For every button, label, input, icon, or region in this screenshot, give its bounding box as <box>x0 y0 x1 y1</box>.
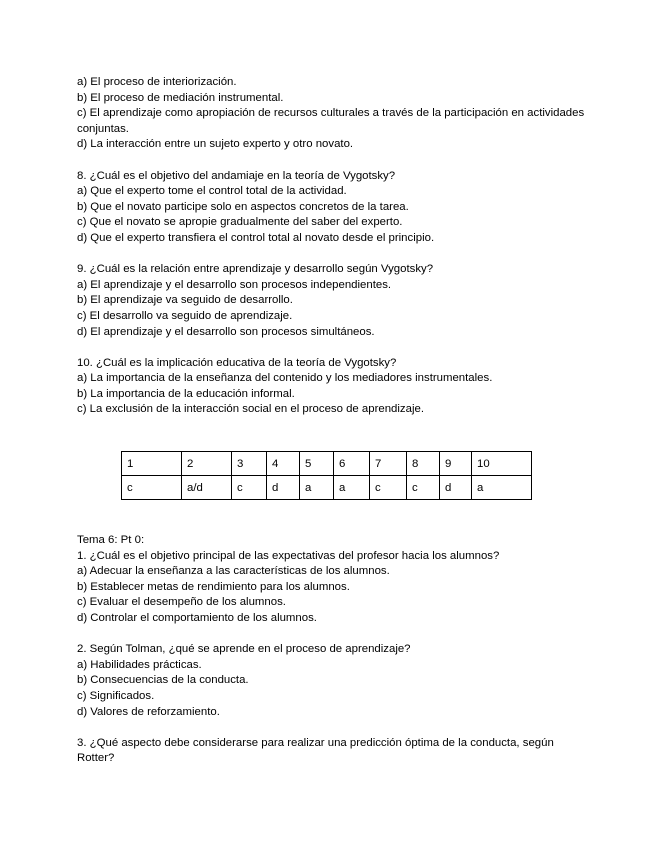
table-cell: a <box>472 476 532 500</box>
table-cell: d <box>440 476 472 500</box>
option: b) La importancia de la educación informal. <box>77 387 295 400</box>
option: b) El aprendizaje va seguido de desarrollo. <box>77 294 293 307</box>
table-cell: a/d <box>182 476 232 500</box>
answer-table <box>121 451 532 500</box>
table-cell: 1 <box>122 452 182 476</box>
question-text: 9. ¿Cuál es la relación entre aprendizaje y desarrollo según Vygotsky? <box>77 263 434 276</box>
question-text: 8. ¿Cuál es el objetivo del andamiaje en la teoría de Vygotsky? <box>77 169 396 182</box>
question-3 <box>77 736 587 767</box>
option: a) Adecuar la enseñanza a las características de los alumnos. <box>77 565 390 578</box>
option: c) Evaluar el desempeño de los alumnos. <box>77 596 286 609</box>
table-row-answers <box>122 476 532 500</box>
option: b) Establecer metas de rendimiento para los alumnos. <box>77 580 350 593</box>
table-cell: 3 <box>232 452 267 476</box>
document-body <box>77 75 587 434</box>
option: a) El aprendizaje y el desarrollo son procesos independientes. <box>77 278 392 291</box>
table-row-numbers <box>122 452 532 476</box>
table-cell: c <box>122 476 182 500</box>
table-cell: a <box>300 476 334 500</box>
question-9 <box>77 262 587 340</box>
option: a) Habilidades prácticas. <box>77 658 202 671</box>
option: c) La exclusión de la interacción social en el proceso de aprendizaje. <box>77 403 424 416</box>
table-cell: 9 <box>440 452 472 476</box>
section-title: Tema 6: Pt 0: <box>77 534 145 546</box>
question-text: 3. ¿Qué aspecto debe considerarse para realizar una predicción óptima de la conducta, según Rotter? <box>77 736 554 765</box>
question-1 <box>77 533 587 627</box>
table-cell: c <box>370 476 407 500</box>
option: c) Que el novato se apropie gradualmente del saber del experto. <box>77 216 403 229</box>
table-cell: 10 <box>472 452 532 476</box>
table-cell: a <box>334 476 370 500</box>
question-text: 1. ¿Cuál es el objetivo principal de las expectativas del profesor hacia los alumnos? <box>77 549 500 562</box>
option: c) El desarrollo va seguido de aprendizaje. <box>77 309 293 322</box>
table-cell: 6 <box>334 452 370 476</box>
table-cell: 5 <box>300 452 334 476</box>
option: a) La importancia de la enseñanza del contenido y los mediadores instrumentales. <box>77 372 493 385</box>
table-cell: c <box>407 476 440 500</box>
section-tema-6 <box>77 533 587 783</box>
option: d) Que el experto transfiera el control total al novato desde el principio. <box>77 231 435 244</box>
table-cell: c <box>232 476 267 500</box>
option: a) Que el experto tome el control total de la actividad. <box>77 185 347 198</box>
question-10 <box>77 356 587 418</box>
table-cell: 2 <box>182 452 232 476</box>
option: c) El aprendizaje como apropiación de recursos culturales a través de la participación en actividades conjuntas. <box>77 107 585 135</box>
option: d) Valores de reforzamiento. <box>77 705 220 718</box>
table-cell: 7 <box>370 452 407 476</box>
option: b) Consecuencias de la conducta. <box>77 674 249 687</box>
option: a) El proceso de interiorización. <box>77 76 237 88</box>
question-8 <box>77 169 587 247</box>
option: d) La interacción entre un sujeto experto y otro novato. <box>77 138 354 151</box>
table-cell: 4 <box>267 452 300 476</box>
table-cell: 8 <box>407 452 440 476</box>
question-text: 10. ¿Cuál es la implicación educativa de la teoría de Vygotsky? <box>77 356 397 369</box>
option: d) El aprendizaje y el desarrollo son procesos simultáneos. <box>77 325 375 338</box>
question-text: 2. Según Tolman, ¿qué se aprende en el proceso de aprendizaje? <box>77 643 411 656</box>
question-7-options <box>77 75 587 153</box>
option: c) Significados. <box>77 689 155 702</box>
question-2 <box>77 642 587 720</box>
option: d) Controlar el comportamiento de los alumnos. <box>77 611 317 624</box>
option: b) Que el novato participe solo en aspectos concretos de la tarea. <box>77 200 409 213</box>
table-cell: d <box>267 476 300 500</box>
option: b) El proceso de mediación instrumental. <box>77 91 284 104</box>
